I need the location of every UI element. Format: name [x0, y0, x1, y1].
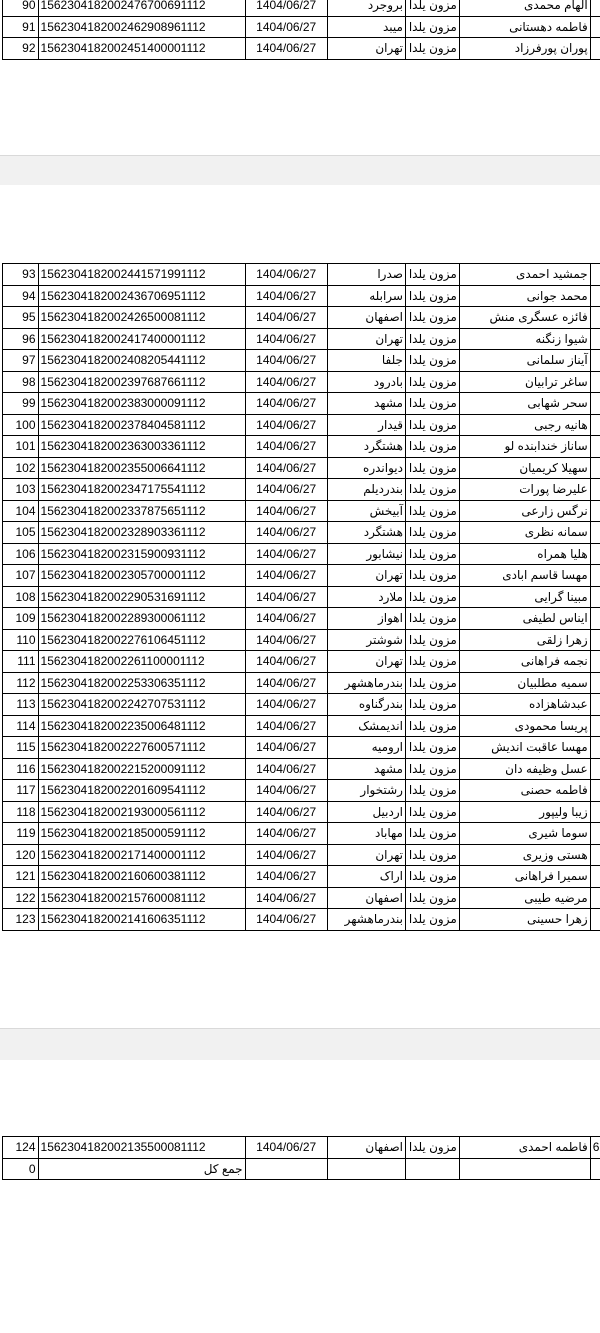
row-number: 109 [3, 608, 39, 630]
tracking-code: 1562304182002157600081112 [38, 887, 245, 909]
extra-cell [590, 307, 600, 329]
category-cell: مزون يلدا [405, 414, 459, 436]
category-cell: مزون يلدا [405, 264, 459, 286]
tracking-code: 1562304182002476700691112 [38, 0, 245, 16]
row-number: 117 [3, 780, 39, 802]
tracking-code: 1562304182002160600381112 [38, 866, 245, 888]
city-cell: اصفهان [327, 307, 405, 329]
table-row [3, 715, 600, 737]
date-cell: 1404/06/27 [245, 866, 327, 888]
city-cell: مشهد [327, 393, 405, 415]
table-row [3, 909, 600, 931]
extra-cell [590, 479, 600, 501]
table-row [3, 414, 600, 436]
category-cell: مزون يلدا [405, 565, 459, 587]
tracking-code: 1562304182002290531691112 [38, 586, 245, 608]
category-cell: مزون يلدا [405, 285, 459, 307]
tracking-code: 1562304182002408205441112 [38, 350, 245, 372]
category-cell: مزون يلدا [405, 866, 459, 888]
city-cell: تهران [327, 844, 405, 866]
extra-cell [590, 780, 600, 802]
row-number: 100 [3, 414, 39, 436]
table-row [3, 479, 600, 501]
date-cell: 1404/06/27 [245, 715, 327, 737]
category-cell: مزون يلدا [405, 651, 459, 673]
city-cell: اراک [327, 866, 405, 888]
row-number: 124 [3, 1137, 39, 1159]
row-number: 98 [3, 371, 39, 393]
city-cell: بندرماهشهر [327, 909, 405, 931]
extra-cell [590, 737, 600, 759]
extra-cell [590, 38, 600, 60]
city-cell: آبيخش [327, 500, 405, 522]
date-cell: 1404/06/27 [245, 457, 327, 479]
row-number: 122 [3, 887, 39, 909]
city-cell: اصفهان [327, 1137, 405, 1159]
row-number: 118 [3, 801, 39, 823]
tracking-code: 1562304182002337875651112 [38, 500, 245, 522]
tracking-code: 1562304182002378404581112 [38, 414, 245, 436]
table-row [3, 543, 600, 565]
date-cell: 1404/06/27 [245, 307, 327, 329]
tracking-code: 1562304182002355006641112 [38, 457, 245, 479]
row-number: 108 [3, 586, 39, 608]
data-table-section-2 [2, 263, 600, 931]
name-cell: زهرا زلقی [459, 629, 590, 651]
date-cell: 1404/06/27 [245, 909, 327, 931]
name-cell: هانيه رجبی [459, 414, 590, 436]
tracking-code: 1562304182002276106451112 [38, 629, 245, 651]
row-number: 120 [3, 844, 39, 866]
tracking-code: 1562304182002227600571112 [38, 737, 245, 759]
name-cell: شیوا زنگنه [459, 328, 590, 350]
table-row [3, 264, 600, 286]
row-number: 111 [3, 651, 39, 673]
row-number: 99 [3, 393, 39, 415]
name-cell: سمانه نظری [459, 522, 590, 544]
name-cell: مبينا گرايی [459, 586, 590, 608]
extra-cell [590, 694, 600, 716]
date-cell: 1404/06/27 [245, 1137, 327, 1159]
date-cell: 1404/06/27 [245, 844, 327, 866]
date-cell: 1404/06/27 [245, 651, 327, 673]
city-cell: اهواز [327, 608, 405, 630]
extra-cell [590, 565, 600, 587]
city-cell: تهران [327, 651, 405, 673]
row-number: 92 [3, 38, 39, 60]
row-number: 101 [3, 436, 39, 458]
name-cell: الهام محمدی [459, 0, 590, 16]
empty-cell [405, 1158, 459, 1180]
table-row [3, 393, 600, 415]
table-row [3, 780, 600, 802]
date-cell: 1404/06/27 [245, 393, 327, 415]
table-row [3, 608, 600, 630]
tracking-code: 1562304182002289300061112 [38, 608, 245, 630]
tracking-code: 1562304182002363003361112 [38, 436, 245, 458]
tracking-code: 1562304182002305700001112 [38, 565, 245, 587]
extra-cell [590, 866, 600, 888]
extra-cell: 6 [590, 1137, 600, 1159]
category-cell: مزون يلدا [405, 608, 459, 630]
data-table-section-1 [2, 0, 600, 60]
data-table-section-3 [2, 1136, 600, 1180]
row-number: 112 [3, 672, 39, 694]
name-cell: سوما شيری [459, 823, 590, 845]
row-number: 104 [3, 500, 39, 522]
extra-cell [590, 393, 600, 415]
category-cell: مزون يلدا [405, 694, 459, 716]
city-cell: شوشتر [327, 629, 405, 651]
row-number: 94 [3, 285, 39, 307]
category-cell: مزون يلدا [405, 436, 459, 458]
city-cell: مهاباد [327, 823, 405, 845]
date-cell: 1404/06/27 [245, 565, 327, 587]
date-cell: 1404/06/27 [245, 823, 327, 845]
category-cell: مزون يلدا [405, 479, 459, 501]
table-row [3, 1137, 600, 1159]
row-number: 114 [3, 715, 39, 737]
tracking-code: 1562304182002261100001112 [38, 651, 245, 673]
city-cell: قیدار [327, 414, 405, 436]
city-cell: میبد [327, 16, 405, 38]
category-cell: مزون يلدا [405, 500, 459, 522]
date-cell: 1404/06/27 [245, 414, 327, 436]
city-cell: بندرماهشهر [327, 672, 405, 694]
city-cell: بروجرد [327, 0, 405, 16]
table-row [3, 16, 600, 38]
page-separator [0, 1028, 600, 1061]
tracking-code: 1562304182002397687661112 [38, 371, 245, 393]
table-row [3, 887, 600, 909]
tracking-code: 1562304182002185000591112 [38, 823, 245, 845]
extra-cell [590, 887, 600, 909]
date-cell: 1404/06/27 [245, 436, 327, 458]
extra-cell [590, 672, 600, 694]
name-cell: زيبا وليپور [459, 801, 590, 823]
table-row [3, 866, 600, 888]
row-number: 123 [3, 909, 39, 931]
extra-cell [590, 371, 600, 393]
tracking-code: 1562304182002426500081112 [38, 307, 245, 329]
extra-cell [590, 715, 600, 737]
name-cell: عليرضا پورات [459, 479, 590, 501]
extra-cell [590, 844, 600, 866]
empty-cell [245, 1158, 327, 1180]
name-cell: سهيلا كريميان [459, 457, 590, 479]
table-row [3, 285, 600, 307]
row-number: 113 [3, 694, 39, 716]
tracking-code: 1562304182002253306351112 [38, 672, 245, 694]
category-cell: مزون يلدا [405, 780, 459, 802]
name-cell: هليا همراه [459, 543, 590, 565]
tracking-code: 1562304182002347175541112 [38, 479, 245, 501]
city-cell: انديمشک [327, 715, 405, 737]
table-row [3, 737, 600, 759]
row-number: 102 [3, 457, 39, 479]
category-cell: مزون يلدا [405, 909, 459, 931]
tracking-code: 1562304182002171400001112 [38, 844, 245, 866]
date-cell: 1404/06/27 [245, 629, 327, 651]
city-cell: هشتگرد [327, 522, 405, 544]
row-number: 121 [3, 866, 39, 888]
date-cell: 1404/06/27 [245, 780, 327, 802]
table-row [3, 844, 600, 866]
extra-cell [590, 350, 600, 372]
category-cell: مزون يلدا [405, 543, 459, 565]
extra-cell [590, 629, 600, 651]
row-number: 91 [3, 16, 39, 38]
extra-cell [590, 0, 600, 16]
extra-cell [590, 651, 600, 673]
category-cell: مزون يلدا [405, 629, 459, 651]
table-row [3, 436, 600, 458]
name-cell: مرضيه طيبی [459, 887, 590, 909]
name-cell: هستی وزيری [459, 844, 590, 866]
name-cell: سميرا فراهانی [459, 866, 590, 888]
tracking-code: 1562304182002215200091112 [38, 758, 245, 780]
extra-cell [590, 414, 600, 436]
extra-cell [590, 264, 600, 286]
date-cell: 1404/06/27 [245, 543, 327, 565]
city-cell: بندرديلم [327, 479, 405, 501]
name-cell: محمد جوانی [459, 285, 590, 307]
city-cell: صدرا [327, 264, 405, 286]
table-row [3, 823, 600, 845]
name-cell: عبدشاهزاده [459, 694, 590, 716]
date-cell: 1404/06/27 [245, 16, 327, 38]
table-row [3, 500, 600, 522]
empty-cell [459, 1158, 590, 1180]
name-cell: آيناز سلمانی [459, 350, 590, 372]
row-number: 93 [3, 264, 39, 286]
row-number: 90 [3, 0, 39, 16]
name-cell: سميه مطلبيان [459, 672, 590, 694]
category-cell: مزون يلدا [405, 844, 459, 866]
extra-cell [590, 500, 600, 522]
table-row [3, 350, 600, 372]
total-label: جمع کل [38, 1158, 245, 1180]
table-row [3, 0, 600, 16]
category-cell: مزون يلدا [405, 737, 459, 759]
extra-cell [590, 608, 600, 630]
category-cell: مزون يلدا [405, 823, 459, 845]
city-cell: ملارد [327, 586, 405, 608]
date-cell: 1404/06/27 [245, 801, 327, 823]
name-cell: نرگس زارعی [459, 500, 590, 522]
table-row [3, 629, 600, 651]
date-cell: 1404/06/27 [245, 264, 327, 286]
tracking-code: 1562304182002451400001112 [38, 38, 245, 60]
date-cell: 1404/06/27 [245, 608, 327, 630]
name-cell: فاطمه احمدی [459, 1137, 590, 1159]
category-cell: مزون يلدا [405, 758, 459, 780]
tracking-code: 1562304182002242707531112 [38, 694, 245, 716]
category-cell: مزون يلدا [405, 887, 459, 909]
city-cell: مشهد [327, 758, 405, 780]
date-cell: 1404/06/27 [245, 0, 327, 16]
row-number: 95 [3, 307, 39, 329]
table-row [3, 328, 600, 350]
table-row [3, 371, 600, 393]
extra-cell [590, 328, 600, 350]
row-number: 106 [3, 543, 39, 565]
extra-cell [590, 522, 600, 544]
tracking-code: 1562304182002417400001112 [38, 328, 245, 350]
category-cell: مزون يلدا [405, 350, 459, 372]
date-cell: 1404/06/27 [245, 285, 327, 307]
extra-cell [590, 909, 600, 931]
date-cell: 1404/06/27 [245, 887, 327, 909]
document-page-3 [0, 1060, 600, 1333]
extra-cell [590, 758, 600, 780]
date-cell: 1404/06/27 [245, 371, 327, 393]
date-cell: 1404/06/27 [245, 38, 327, 60]
name-cell: عسل وظيفه دان [459, 758, 590, 780]
city-cell: ديواندره [327, 457, 405, 479]
name-cell: زهرا حسينی [459, 909, 590, 931]
name-cell: نجمه فراهانی [459, 651, 590, 673]
table-row [3, 38, 600, 60]
document-page-1 [0, 0, 600, 155]
tracking-code: 1562304182002315900931112 [38, 543, 245, 565]
category-cell: مزون يلدا [405, 307, 459, 329]
name-cell: پوران پورفرزاد [459, 38, 590, 60]
category-cell: مزون يلدا [405, 672, 459, 694]
date-cell: 1404/06/27 [245, 350, 327, 372]
name-cell: ايناس لطيفی [459, 608, 590, 630]
name-cell: ساناز خندابنده لو [459, 436, 590, 458]
name-cell: سحر شهابی [459, 393, 590, 415]
date-cell: 1404/06/27 [245, 522, 327, 544]
row-number: 96 [3, 328, 39, 350]
city-cell: نيشابور [327, 543, 405, 565]
city-cell: بادرود [327, 371, 405, 393]
city-cell: اصفهان [327, 887, 405, 909]
table-row [3, 651, 600, 673]
tracking-code: 1562304182002383000091112 [38, 393, 245, 415]
empty-cell [590, 1158, 600, 1180]
extra-cell [590, 801, 600, 823]
total-value: 0 [3, 1158, 39, 1180]
tracking-code: 1562304182002201609541112 [38, 780, 245, 802]
category-cell: مزون يلدا [405, 715, 459, 737]
table-row [3, 457, 600, 479]
category-cell: مزون يلدا [405, 16, 459, 38]
name-cell: مهسا عاقبت انديش [459, 737, 590, 759]
city-cell: رشتخوار [327, 780, 405, 802]
name-cell: فاطمه دهستانی [459, 16, 590, 38]
tracking-code: 1562304182002135500081112 [38, 1137, 245, 1159]
name-cell: ساغر ترابيان [459, 371, 590, 393]
category-cell: مزون يلدا [405, 801, 459, 823]
date-cell: 1404/06/27 [245, 328, 327, 350]
document-page-2 [0, 185, 600, 1028]
table-row [3, 586, 600, 608]
city-cell: جلفا [327, 350, 405, 372]
table-row [3, 307, 600, 329]
empty-cell [327, 1158, 405, 1180]
page-separator [0, 155, 600, 186]
tracking-code: 1562304182002193000561112 [38, 801, 245, 823]
category-cell: مزون يلدا [405, 1137, 459, 1159]
row-number: 105 [3, 522, 39, 544]
extra-cell [590, 457, 600, 479]
date-cell: 1404/06/27 [245, 672, 327, 694]
table-row [3, 672, 600, 694]
tracking-code: 1562304182002235006481112 [38, 715, 245, 737]
total-row [3, 1158, 600, 1180]
table-row [3, 694, 600, 716]
table-row [3, 522, 600, 544]
category-cell: مزون يلدا [405, 522, 459, 544]
tracking-code: 1562304182002328903361112 [38, 522, 245, 544]
category-cell: مزون يلدا [405, 38, 459, 60]
extra-cell [590, 543, 600, 565]
name-cell: مهسا قاسم ابادی [459, 565, 590, 587]
name-cell: فائزه عسگری منش [459, 307, 590, 329]
row-number: 97 [3, 350, 39, 372]
tracking-code: 1562304182002462908961112 [38, 16, 245, 38]
city-cell: بندرگناوه [327, 694, 405, 716]
date-cell: 1404/06/27 [245, 586, 327, 608]
city-cell: هشتگرد [327, 436, 405, 458]
city-cell: تهران [327, 328, 405, 350]
table-row [3, 758, 600, 780]
date-cell: 1404/06/27 [245, 694, 327, 716]
date-cell: 1404/06/27 [245, 758, 327, 780]
extra-cell [590, 586, 600, 608]
category-cell: مزون يلدا [405, 328, 459, 350]
tracking-code: 1562304182002141606351112 [38, 909, 245, 931]
extra-cell [590, 16, 600, 38]
city-cell: سرابله [327, 285, 405, 307]
category-cell: مزون يلدا [405, 0, 459, 16]
city-cell: اروميه [327, 737, 405, 759]
extra-cell [590, 823, 600, 845]
row-number: 115 [3, 737, 39, 759]
category-cell: مزون يلدا [405, 393, 459, 415]
category-cell: مزون يلدا [405, 457, 459, 479]
city-cell: تهران [327, 565, 405, 587]
city-cell: تهران [327, 38, 405, 60]
table-row [3, 565, 600, 587]
category-cell: مزون يلدا [405, 586, 459, 608]
date-cell: 1404/06/27 [245, 500, 327, 522]
row-number: 119 [3, 823, 39, 845]
row-number: 103 [3, 479, 39, 501]
extra-cell [590, 436, 600, 458]
table-row [3, 801, 600, 823]
row-number: 110 [3, 629, 39, 651]
name-cell: جمشيد احمدی [459, 264, 590, 286]
name-cell: پريسا محمودی [459, 715, 590, 737]
date-cell: 1404/06/27 [245, 737, 327, 759]
name-cell: فاطمه حصنی [459, 780, 590, 802]
date-cell: 1404/06/27 [245, 479, 327, 501]
row-number: 107 [3, 565, 39, 587]
category-cell: مزون يلدا [405, 371, 459, 393]
row-number: 116 [3, 758, 39, 780]
tracking-code: 1562304182002441571991112 [38, 264, 245, 286]
extra-cell [590, 285, 600, 307]
tracking-code: 1562304182002436706951112 [38, 285, 245, 307]
city-cell: اردبيل [327, 801, 405, 823]
